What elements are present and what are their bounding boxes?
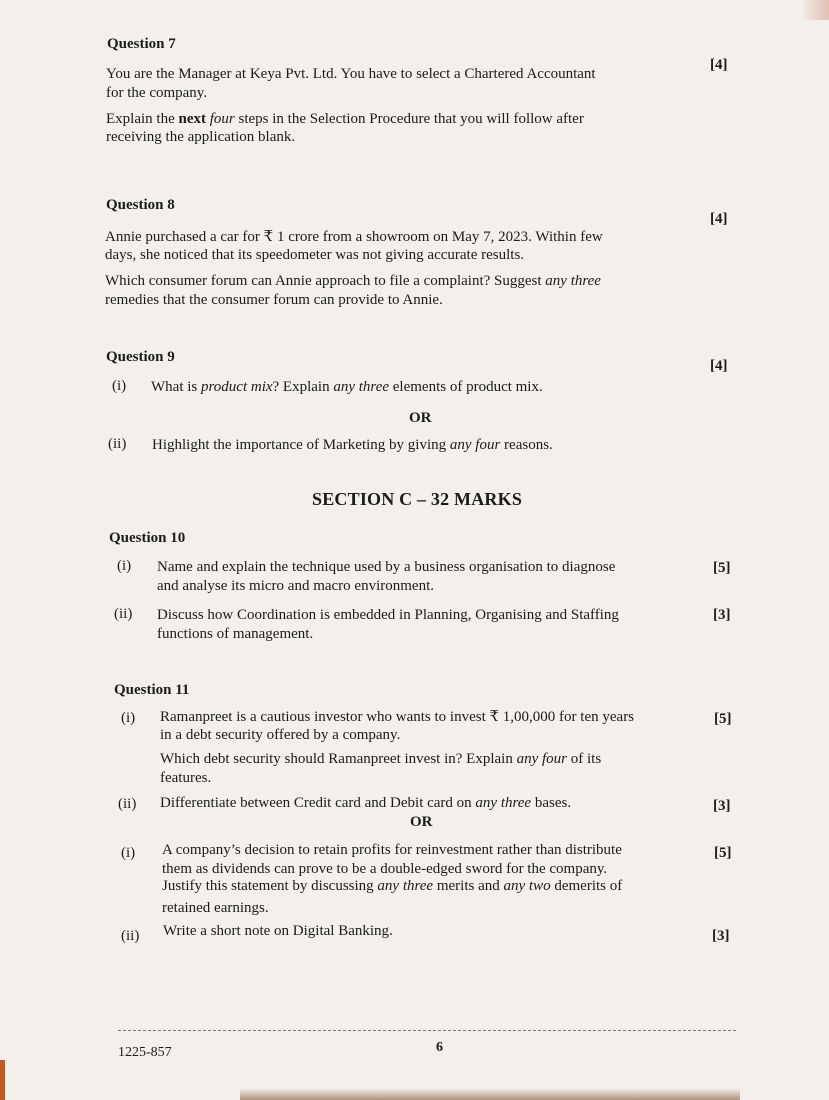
text: elements of product mix. — [389, 379, 543, 395]
text: Differentiate between Credit card and Debit card on — [160, 795, 476, 811]
question-11-alt-part-i-line1: A company’s decision to retain profits for reinvestment rather than distribute — [162, 842, 622, 858]
question-10-part-ii-label: (ii) — [114, 606, 133, 622]
emphasis-any-four: any four — [516, 751, 567, 767]
question-11-alt-part-i-marks: [5] — [714, 845, 732, 861]
question-7-instruction-line2: receiving the application blank. — [106, 129, 296, 145]
question-9-marks: [4] — [710, 358, 728, 374]
question-8-title: Question 8 — [106, 197, 175, 213]
question-10-title: Question 10 — [109, 530, 186, 546]
emphasis-any-two: any two — [503, 878, 551, 894]
question-9-part-ii-label: (ii) — [108, 436, 127, 452]
question-10-part-ii-line1: Discuss how Coordination is embedded in Planning, Organising and Staffing — [157, 607, 619, 623]
question-11-alt-part-ii-text: Write a short note on Digital Banking. — [163, 923, 393, 939]
question-8-instruction-line1 — [105, 272, 705, 290]
emphasis-product-mix: product mix — [201, 379, 273, 395]
text: What is — [151, 379, 201, 395]
question-11-part-ii-text — [160, 794, 700, 812]
question-11-or: OR — [410, 814, 433, 830]
question-11-part-i-line3 — [160, 750, 700, 768]
section-c-heading: SECTION C – 32 MARKS — [312, 489, 523, 509]
emphasis-any-three: any three — [545, 273, 601, 289]
question-9-part-ii-text — [152, 436, 692, 454]
question-11-part-i-label: (i) — [121, 710, 136, 726]
question-11-alt-part-i-label: (i) — [121, 845, 136, 861]
text: Which consumer forum can Annie approach to file a complaint? Suggest — [105, 273, 546, 289]
question-10-part-i-line2: and analyse its micro and macro environment. — [157, 578, 434, 594]
text: Justify this statement by discussing — [162, 878, 378, 894]
emphasis-four: four — [209, 111, 235, 127]
text: reasons. — [500, 437, 553, 453]
emphasis-next: next — [178, 111, 206, 127]
text: merits and — [433, 878, 504, 894]
question-9-part-i-text — [151, 378, 691, 396]
question-10-part-ii-marks: [3] — [713, 607, 731, 623]
text: of its — [567, 751, 602, 767]
question-11-alt-part-ii-label: (ii) — [121, 928, 140, 944]
text: Which debt security should Ramanpreet invest in? Explain — [160, 751, 517, 767]
question-10-part-i-marks: [5] — [713, 560, 731, 576]
emphasis-any-four: any four — [449, 437, 501, 453]
scan-edge-bottom — [240, 1088, 740, 1100]
scan-edge-left — [0, 1060, 5, 1100]
question-7-text-line1: You are the Manager at Keya Pvt. Ltd. You have to select a Chartered Accountant — [106, 66, 596, 82]
question-11-part-i-line2: in a debt security offered by a company. — [160, 727, 401, 743]
question-9-or: OR — [409, 410, 432, 426]
question-11-part-i-line1: Ramanpreet is a cautious investor who wants to invest ₹ 1,00,000 for ten years — [160, 709, 635, 725]
emphasis-any-three: any three — [377, 878, 434, 894]
question-11-alt-part-i-line2: them as dividends can prove to be a double-edged sword for the company. — [162, 861, 608, 877]
question-9-title: Question 9 — [106, 349, 175, 365]
question-7-title: Question 7 — [107, 36, 176, 52]
question-7-instruction-line1 — [106, 110, 706, 128]
text: Highlight the importance of Marketing by giving — [152, 437, 450, 453]
question-11-part-ii-label: (ii) — [118, 796, 137, 812]
question-11-alt-part-i-line3 — [162, 877, 702, 895]
question-11-part-i-line4: features. — [160, 770, 212, 786]
question-10-part-i-label: (i) — [117, 558, 132, 574]
scan-edge-top-right — [800, 0, 829, 20]
question-9-part-i-label: (i) — [112, 378, 127, 394]
question-8-marks: [4] — [710, 211, 728, 227]
question-10-part-ii-line2: functions of management. — [157, 626, 314, 642]
text: Explain the — [106, 111, 179, 127]
question-8-text-line1: Annie purchased a car for ₹ 1 crore from a showroom on May 7, 2023. Within few — [105, 229, 603, 245]
text: ? Explain — [272, 379, 334, 395]
question-11-part-i-marks: [5] — [714, 711, 732, 727]
question-11-part-ii-marks: [3] — [713, 798, 731, 814]
question-7-text-line2: for the company. — [106, 85, 208, 101]
question-8-instruction-line2: remedies that the consumer forum can provide to Annie. — [105, 292, 443, 308]
question-11-title: Question 11 — [114, 682, 190, 698]
question-11-alt-part-i-line4: retained earnings. — [162, 900, 269, 916]
text: bases. — [531, 795, 572, 811]
text: steps in the Selection Procedure that you will follow after — [234, 111, 584, 127]
footer-page-number: 6 — [436, 1040, 443, 1055]
emphasis-any-three: any three — [333, 379, 390, 395]
question-8-text-line2: days, she noticed that its speedometer was not giving accurate results. — [105, 247, 525, 263]
text: demerits of — [550, 878, 623, 894]
emphasis-any-three: any three — [475, 795, 532, 811]
question-10-part-i-line1: Name and explain the technique used by a business organisation to diagnose — [157, 559, 616, 575]
question-7-marks: [4] — [710, 57, 728, 73]
footer-paper-code: 1225-857 — [118, 1045, 172, 1060]
footer-divider — [118, 1030, 736, 1031]
question-11-alt-part-ii-marks: [3] — [712, 928, 730, 944]
